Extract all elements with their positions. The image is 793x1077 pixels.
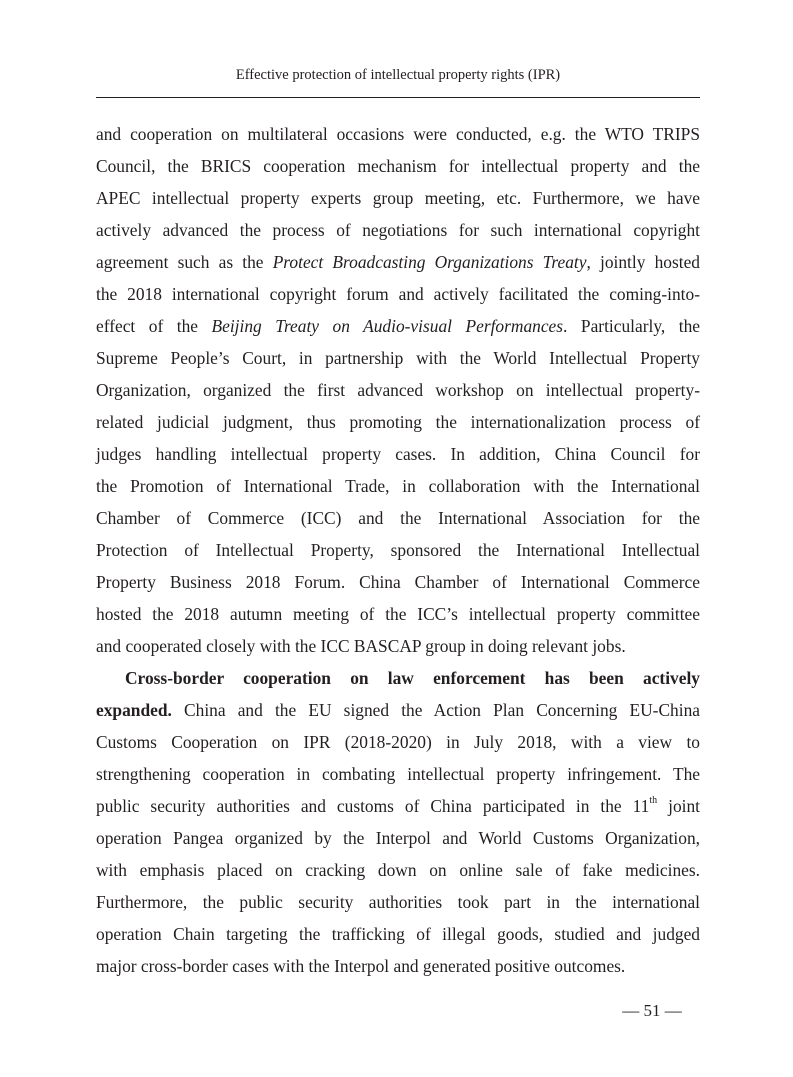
text-line: and cooperation on multilateral occasions were conducted, e.g. the WTO TRIPS [96,124,700,144]
page-number: — 51 — [622,1001,682,1020]
text-line: Supreme People’s Court, in partnership with the World Intellectual Property [96,348,700,368]
text-line: Organization, organized the first advanced workshop on intellectual property- [96,380,700,400]
treaty-title-beijing: Beijing Treaty on Audio-visual Performances [211,316,564,336]
running-header: Effective protection of intellectual property rights (IPR) [235,67,561,83]
text-line: and cooperated closely with the ICC BASCAP group in doing relevant jobs. [96,636,626,656]
text-line: related judicial judgment, thus promoting the internationalization process of [96,412,700,432]
text-run: effect of the [96,316,212,336]
text-line [96,694,700,726]
text-line: the 2018 international copyright forum and actively facilitated the coming-into- [96,284,700,304]
text-line: judges handling intellectual property cases. In addition, China Council for [96,444,700,464]
text-line [96,310,700,342]
paragraph-cross-border-enforcement [96,662,700,982]
text-line: with emphasis placed on cracking down on online sale of fake medicines. [96,860,700,880]
body-text [96,118,700,982]
text-line: Chamber of Commerce (ICC) and the International Association for the [96,508,700,528]
text-run: agreement such as the [96,252,273,272]
text-run: China and the EU signed the Action Plan Concerning EU-China [171,700,700,720]
text-run: public security authorities and customs of China participated in the 11 [96,796,650,816]
ordinal-superscript: th [649,795,658,806]
text-run: joint [657,796,700,816]
text-run: . Particularly, the [563,316,700,336]
treaty-title-broadcasting: Protect Broadcasting Organizations Treaty [272,252,587,272]
text-line [96,790,700,822]
text-run: , jointly hosted [586,252,700,272]
text-line: Protection of Intellectual Property, sponsored the International Intellectual [96,540,700,560]
text-line [96,662,700,694]
text-line [96,246,700,278]
header-rule [96,97,700,98]
text-line: Customs Cooperation on IPR (2018-2020) in July 2018, with a view to [96,732,700,752]
text-line: Furthermore, the public security authorities took part in the international [96,892,700,912]
text-line: APEC intellectual property experts group meeting, etc. Furthermore, we have [96,188,700,208]
text-line: major cross-border cases with the Interpol and generated positive outcomes. [96,956,626,976]
text-line: the Promotion of International Trade, in collaboration with the International [96,476,700,496]
text-line: operation Chain targeting the trafficking of illegal goods, studied and judged [96,924,700,944]
text-line: Council, the BRICS cooperation mechanism for intellectual property and the [96,156,700,176]
text-line: hosted the 2018 autumn meeting of the ICC’s intellectual property committee [96,604,700,624]
text-line: Property Business 2018 Forum. China Chamber of International Commerce [96,572,700,592]
text-line: strengthening cooperation in combating intellectual property infringement. The [96,764,700,784]
paragraph-international-cooperation [96,118,700,662]
text-line: operation Pangea organized by the Interpol and World Customs Organization, [96,828,700,848]
text-line: actively advanced the process of negotiations for such international copyright [96,220,700,240]
section-heading: Cross-border cooperation on law enforcement has been actively [125,668,700,688]
section-heading-end: expanded. [96,700,172,720]
